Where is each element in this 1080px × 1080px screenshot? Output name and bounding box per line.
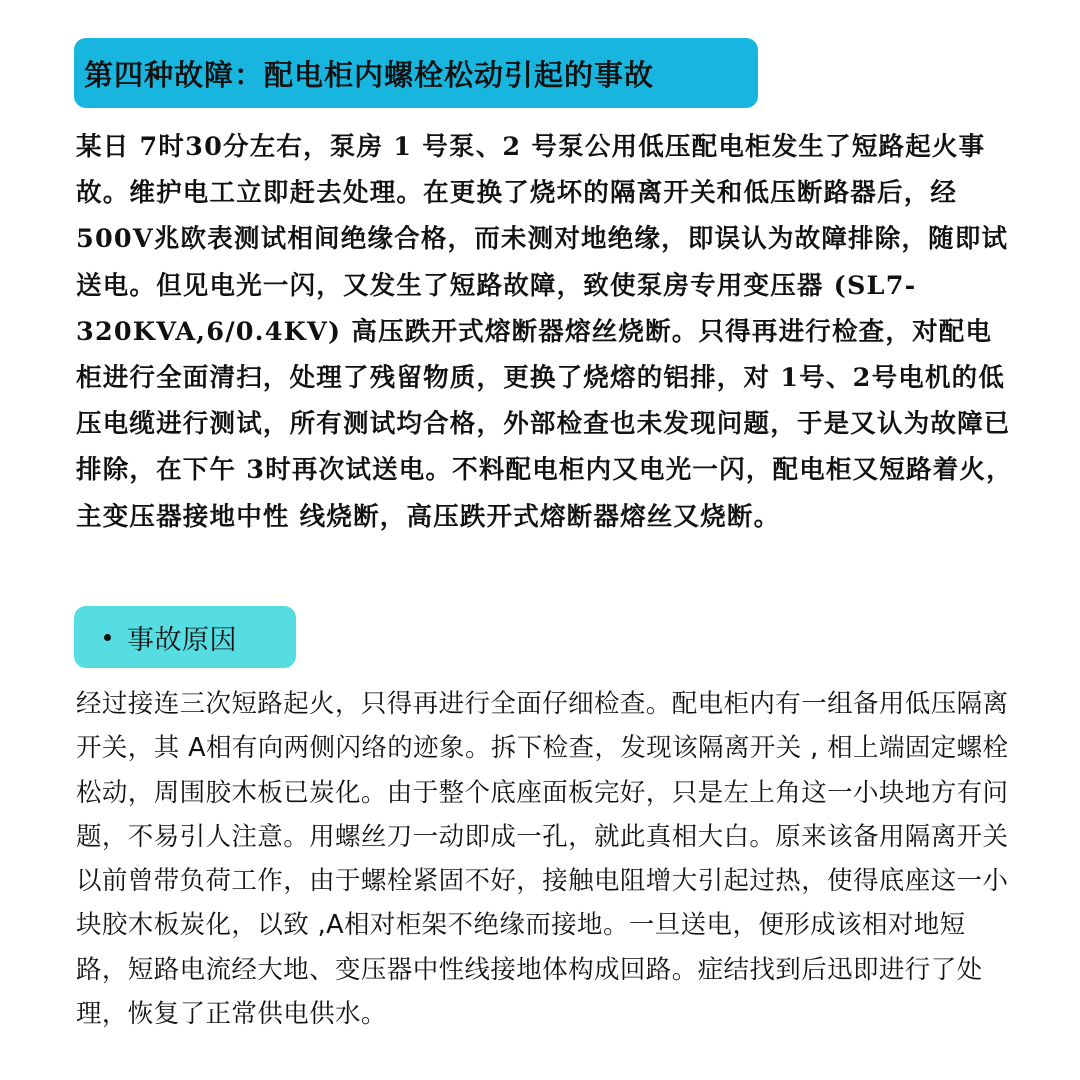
title-banner (74, 38, 758, 108)
bullet-icon (104, 634, 111, 641)
cause-description: 经过接连三次短路起火，只得再进行全面仔细检查。配电柜内有一组备用低压隔离开关，其 A相有向两侧闪络的迹象。拆下检查，发现该隔离开关 , 相上端固定螺栓松动，周围胶木板已炭化。由于整个底座面板完好，只是左上角这一小块地方有问题，不易引人注意。用螺丝刀一动即成一孔，就此真相大白。原来该备用隔离开关以前曾带负荷工作，由于螺栓紧固不好，接触电阻增大引起过热，使得底座这一小块胶木板炭化，以致 ,A相对柜架不绝缘而接地。一旦送电，便形成该相对地短路，短路电流经大地、变压器中性线接地体构成回路。症结找到后迅即进行了处理，恢复了正常供电供水。 (76, 689, 1009, 1030)
section-heading: 事故原因 (127, 624, 237, 656)
section-heading-pill (74, 606, 296, 668)
page-title: 第四种故障：配电柜内螺栓松动引起的事故 (84, 57, 655, 92)
accident-description: 某日 7时30分左右，泵房 1 号泵、2 号泵公用低压配电柜发生了短路起火事故。维护电工立即赶去处理。在更换了烧坏的隔离开关和低压断路器后，经 500V兆欧表测试相间绝缘合格，而未测对地绝缘，即误认为故障排除，随即试送电。但见电光一闪，又发生了短路故障，致使泵房专用变压器 (SL7-320KVA,6/0.4KV) 高压跌开式熔断器熔丝烧断。只得再进行检查，对配电柜进行全面清扫，处理了残留物质，更换了烧熔的铝排，对 1号、2号电机的低压电缆进行测试，所有测试均合格，外部检查也未发现问题，于是又认为故障已排除，在下午 3时再次试送电。不料配电柜内又电光一闪，配电柜又短路着火，主变压器接地中性 线烧断，高压跌开式熔断器熔丝又烧断。 (76, 132, 1013, 532)
